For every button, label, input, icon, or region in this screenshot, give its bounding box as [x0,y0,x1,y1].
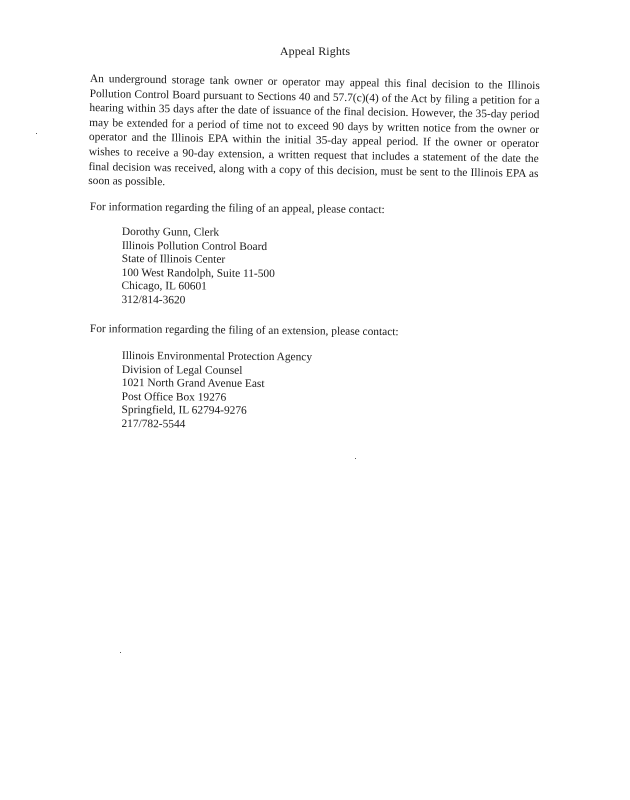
scan-speck [36,133,37,134]
address-line: 312/814-3620 [121,293,186,307]
extension-contact-intro: For information regarding the filing of an extension, please contact: [89,322,399,339]
address-line: 217/782-5544 [121,417,186,431]
extension-contact-address [121,350,312,433]
address-line: Chicago, IL 60601 [121,280,207,293]
appeal-rights-paragraph: An underground storage tank owner or operator may appeal this final decision to the Illinois Pollution Control Board pursuant to Sections 40 and 57.7(c)(4) of the Act by filing a petition for a hearing within 35 days after the date of issuance of the final decision. However, the 35-day period may be extended for a period of time not to exceed 90 days by written notice from the owner or operator and the Illinois EPA within the initial 35-day appeal period. If the owner or operator wishes to receive a 90-day extension, a written request that includes a statement of the date the final decision was received, along with a copy of this decision, must be sent to the Illinois EPA as soon as possible. [88,72,540,189]
address-line: Illinois Environmental Protection Agency [121,350,313,364]
scan-speck [355,458,356,459]
address-line: Division of Legal Counsel [121,363,243,377]
address-line: Illinois Pollution Control Board [121,239,268,253]
scan-speck [120,652,121,653]
appeal-contact-address [121,226,275,309]
address-line: State of Illinois Center [121,253,226,266]
page-title: Appeal Rights [279,44,351,58]
address-line: Post Office Box 19276 [121,390,227,404]
address-line: Dorothy Gunn, Clerk [121,226,220,239]
address-line: 100 West Randolph, Suite 11-500 [121,266,275,280]
address-line: 1021 North Grand Avenue East [121,377,265,391]
appeal-contact-intro: For information regarding the filing of an appeal, please contact: [89,200,385,217]
address-line: Springfield, IL 62794-9276 [121,404,247,418]
